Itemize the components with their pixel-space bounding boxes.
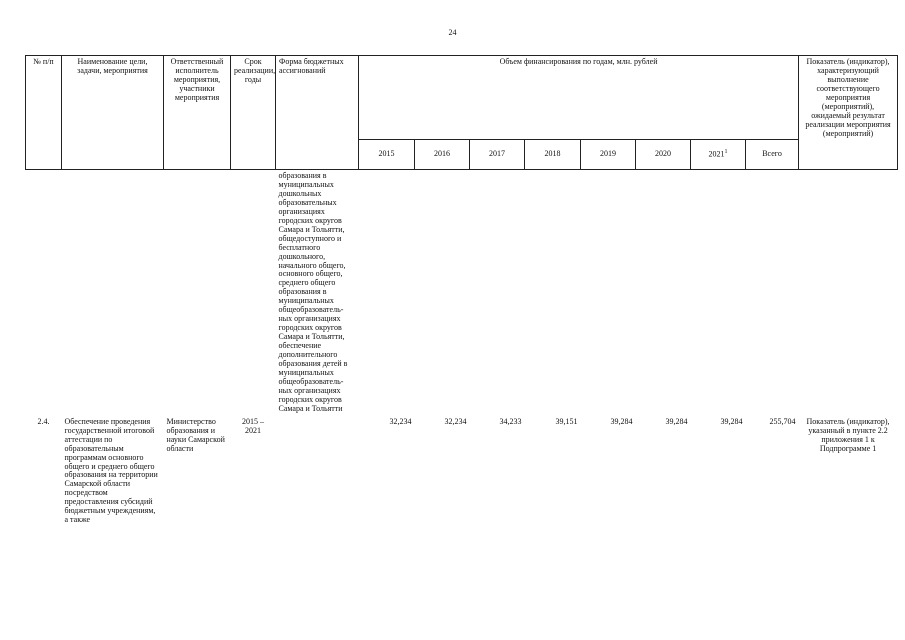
header-year-2017: 2017 (470, 140, 525, 170)
header-year-2019: 2019 (581, 140, 636, 170)
header-indicator: Показатель (индикатор), характеризующий выполнение соответствующего мероприятия (мероприятий), ожидаемый результат реализации мероприятия (мероприятий) (799, 56, 898, 170)
table-row (26, 416, 898, 527)
row-value-2016: 32,234 (444, 416, 467, 426)
financing-table (25, 55, 898, 527)
row-value-2021: 39,284 (720, 416, 743, 426)
row-value-2020: 39,284 (665, 416, 688, 426)
header-form: Форма бюджетных ассигнований (276, 56, 359, 170)
header-executor: Ответственный исполнитель мероприятия, участники мероприятия (164, 56, 231, 170)
row-term: 2015 – 2021 (242, 416, 264, 435)
row-form (276, 416, 359, 527)
row-value-2017: 34,233 (499, 416, 522, 426)
header-funding: Объем финансирования по годам, млн. рублей (359, 56, 799, 140)
table-row-continued (26, 170, 898, 416)
header-name: Наименование цели, задачи, мероприятия (62, 56, 164, 170)
header-term: Срок реализации, годы (231, 56, 276, 170)
row-value-2015: 32,234 (389, 416, 412, 426)
header-year-2016: 2016 (415, 140, 470, 170)
page-number: 24 (448, 28, 457, 37)
row-value-2018: 39,151 (555, 416, 578, 426)
row-name: Обеспечение проведения государственной итоговой аттестации по образовательным программам основного общего и среднего общего образования на территории Самарской области посредством предоставления субсидий бюджетным учреждениям, а также (64, 416, 158, 525)
header-year-2015: 2015 (359, 140, 415, 170)
header-year-2021 (691, 140, 746, 170)
footnote-mark: 1 (724, 149, 728, 156)
header-total: Всего (746, 140, 799, 170)
row-indicator: Показатель (индикатор), указанный в пункте 2.2 приложения 1 к Подпрограмме 1 (806, 416, 890, 453)
header-year-2020: 2020 (636, 140, 691, 170)
continued-form-text: образования в муниципальных дошкольных образовательных организациях городских округов Самара и Тольятти, общедоступного и бесплатного дошкольного, начального общего, основного общего, среднего общего образования в муниципальных общеобразователь-ных организациях городских округов Самара и Тольятти, обеспечение дополнительного образования детей в муниципальных общеобразователь-ных организациях городских округов Самара и Тольятти (278, 171, 348, 413)
header-num: № п/п (26, 56, 62, 170)
row-executor: Министерство образования и науки Самарской области (166, 416, 225, 453)
row-total: 255,704 (769, 416, 796, 426)
row-num: 2.4. (37, 416, 50, 426)
row-value-2019: 39,284 (610, 416, 633, 426)
header-year-2018: 2018 (525, 140, 581, 170)
header-year-2021-text: 2021 (708, 149, 725, 159)
